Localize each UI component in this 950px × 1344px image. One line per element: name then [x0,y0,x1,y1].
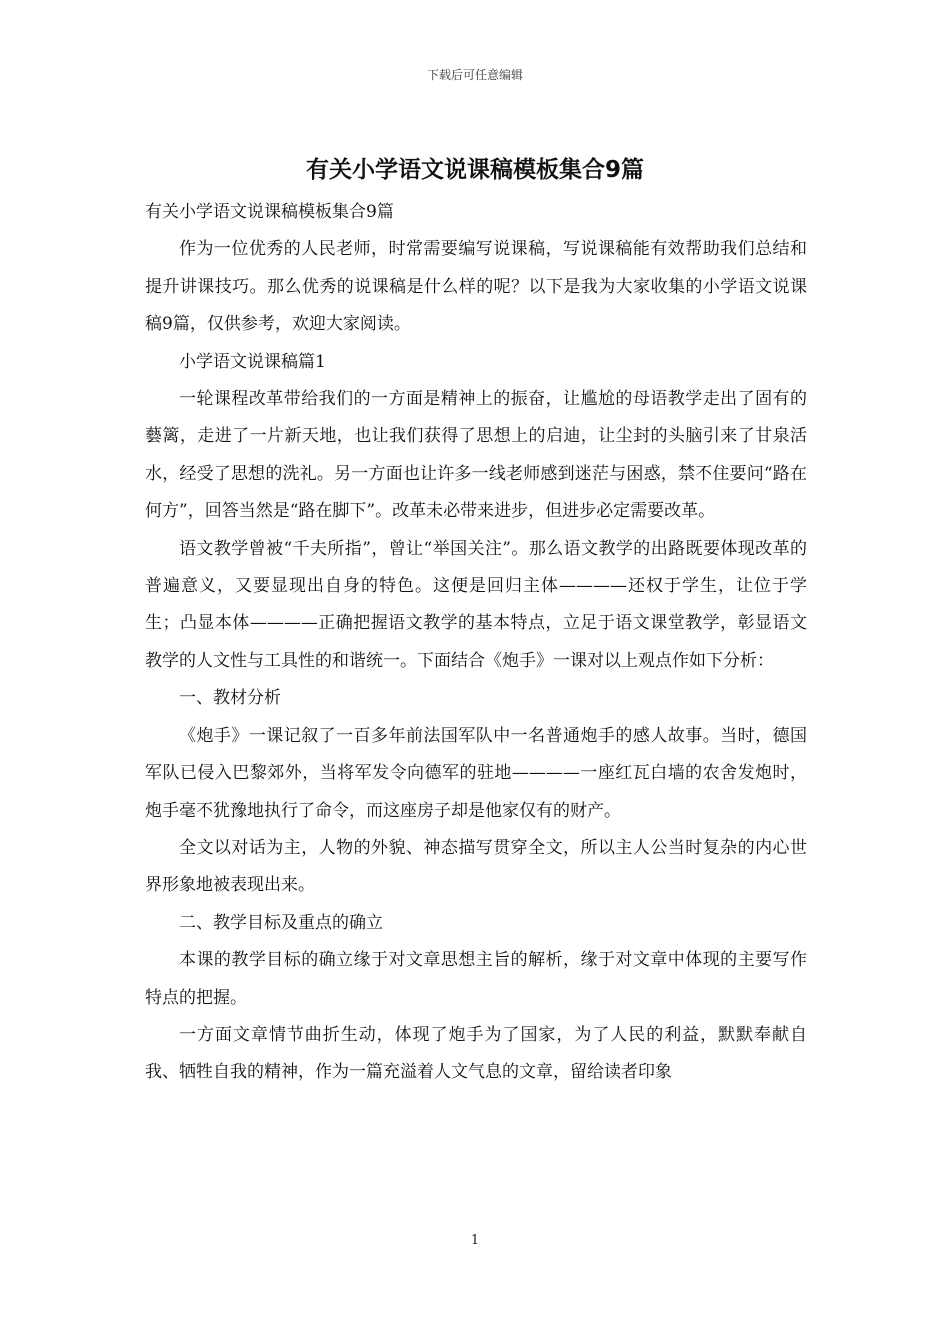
subheading-material-analysis: 一、教材分析 [179,688,281,709]
paragraph: 语文教学曾被“千夫所指”，曾让“举国关注”。那么语文教学的出路既要体现改革的普遍意义，又要显现出自身的特色。这便是回归主体————还权于学生，让位于学生；凸显本体————正确把握语文教学的基本特点，立足于语文课堂教学，彰显语文教学的人文性与工具性的和谐统一。下面结合《炮手》一课对以上观点作如下分析： [145,538,807,671]
paragraph: 本课的教学目标的确立缘于对文章思想主旨的解析，缘于对文章中体现的主要写作特点的把握。 [145,950,807,1008]
paragraph-intro: 作为一位优秀的人民老师，时常需要编写说课稿，写说课稿能有效帮助我们总结和提升讲课技巧。那么优秀的说课稿是什么样的呢？以下是我为大家收集的小学语文说课稿9篇，仅供参考，欢迎大家阅读。 [145,239,807,335]
document-title: 有关小学语文说课稿模板集合9篇 [305,157,644,183]
page-number: 1 [470,1233,480,1248]
paragraph: 全文以对话为主，人物的外貌、神态描写贯穿全文，所以主人公当时复杂的内心世界形象地被表现出来。 [145,837,807,896]
page-header: 下载后可任意编辑 [426,68,523,82]
document-body [145,194,807,1092]
subheading-teaching-goals: 二、教学目标及重点的确立 [179,912,383,933]
section-heading-1: 小学语文说课稿篇1 [179,351,326,372]
paragraph-subtitle: 有关小学语文说课稿模板集合9篇 [145,202,394,222]
paragraph: 一轮课程改革带给我们的一方面是精神上的振奋，让尴尬的母语教学走出了固有的藝篱，走进了一片新天地，也让我们获得了思想上的启迪，让尘封的头脑引来了甘泉活水，经受了思想的洗礼。另一方面也让许多一线老师感到迷茫与困惑，禁不住要问“路在何方”，回答当然是“路在脚下”。改革未必带来进步，但进步必定需要改革。 [145,389,807,522]
paragraph: 《炮手》一课记叙了一百多年前法国军队中一名普通炮手的感人故事。当时，德国军队已侵入巴黎郊外，当将军发令向德军的驻地————一座红瓦白墙的农舍发炮时，炮手毫不犹豫地执行了命令，而这座房子却是他家仅有的财产。 [145,725,807,821]
paragraph: 一方面文章情节曲折生动，体现了炮手为了国家，为了人民的利益，默默奉献自我、牺牲自我的精神，作为一篇充溢着人文气息的文章，留给读者印象 [145,1024,807,1083]
